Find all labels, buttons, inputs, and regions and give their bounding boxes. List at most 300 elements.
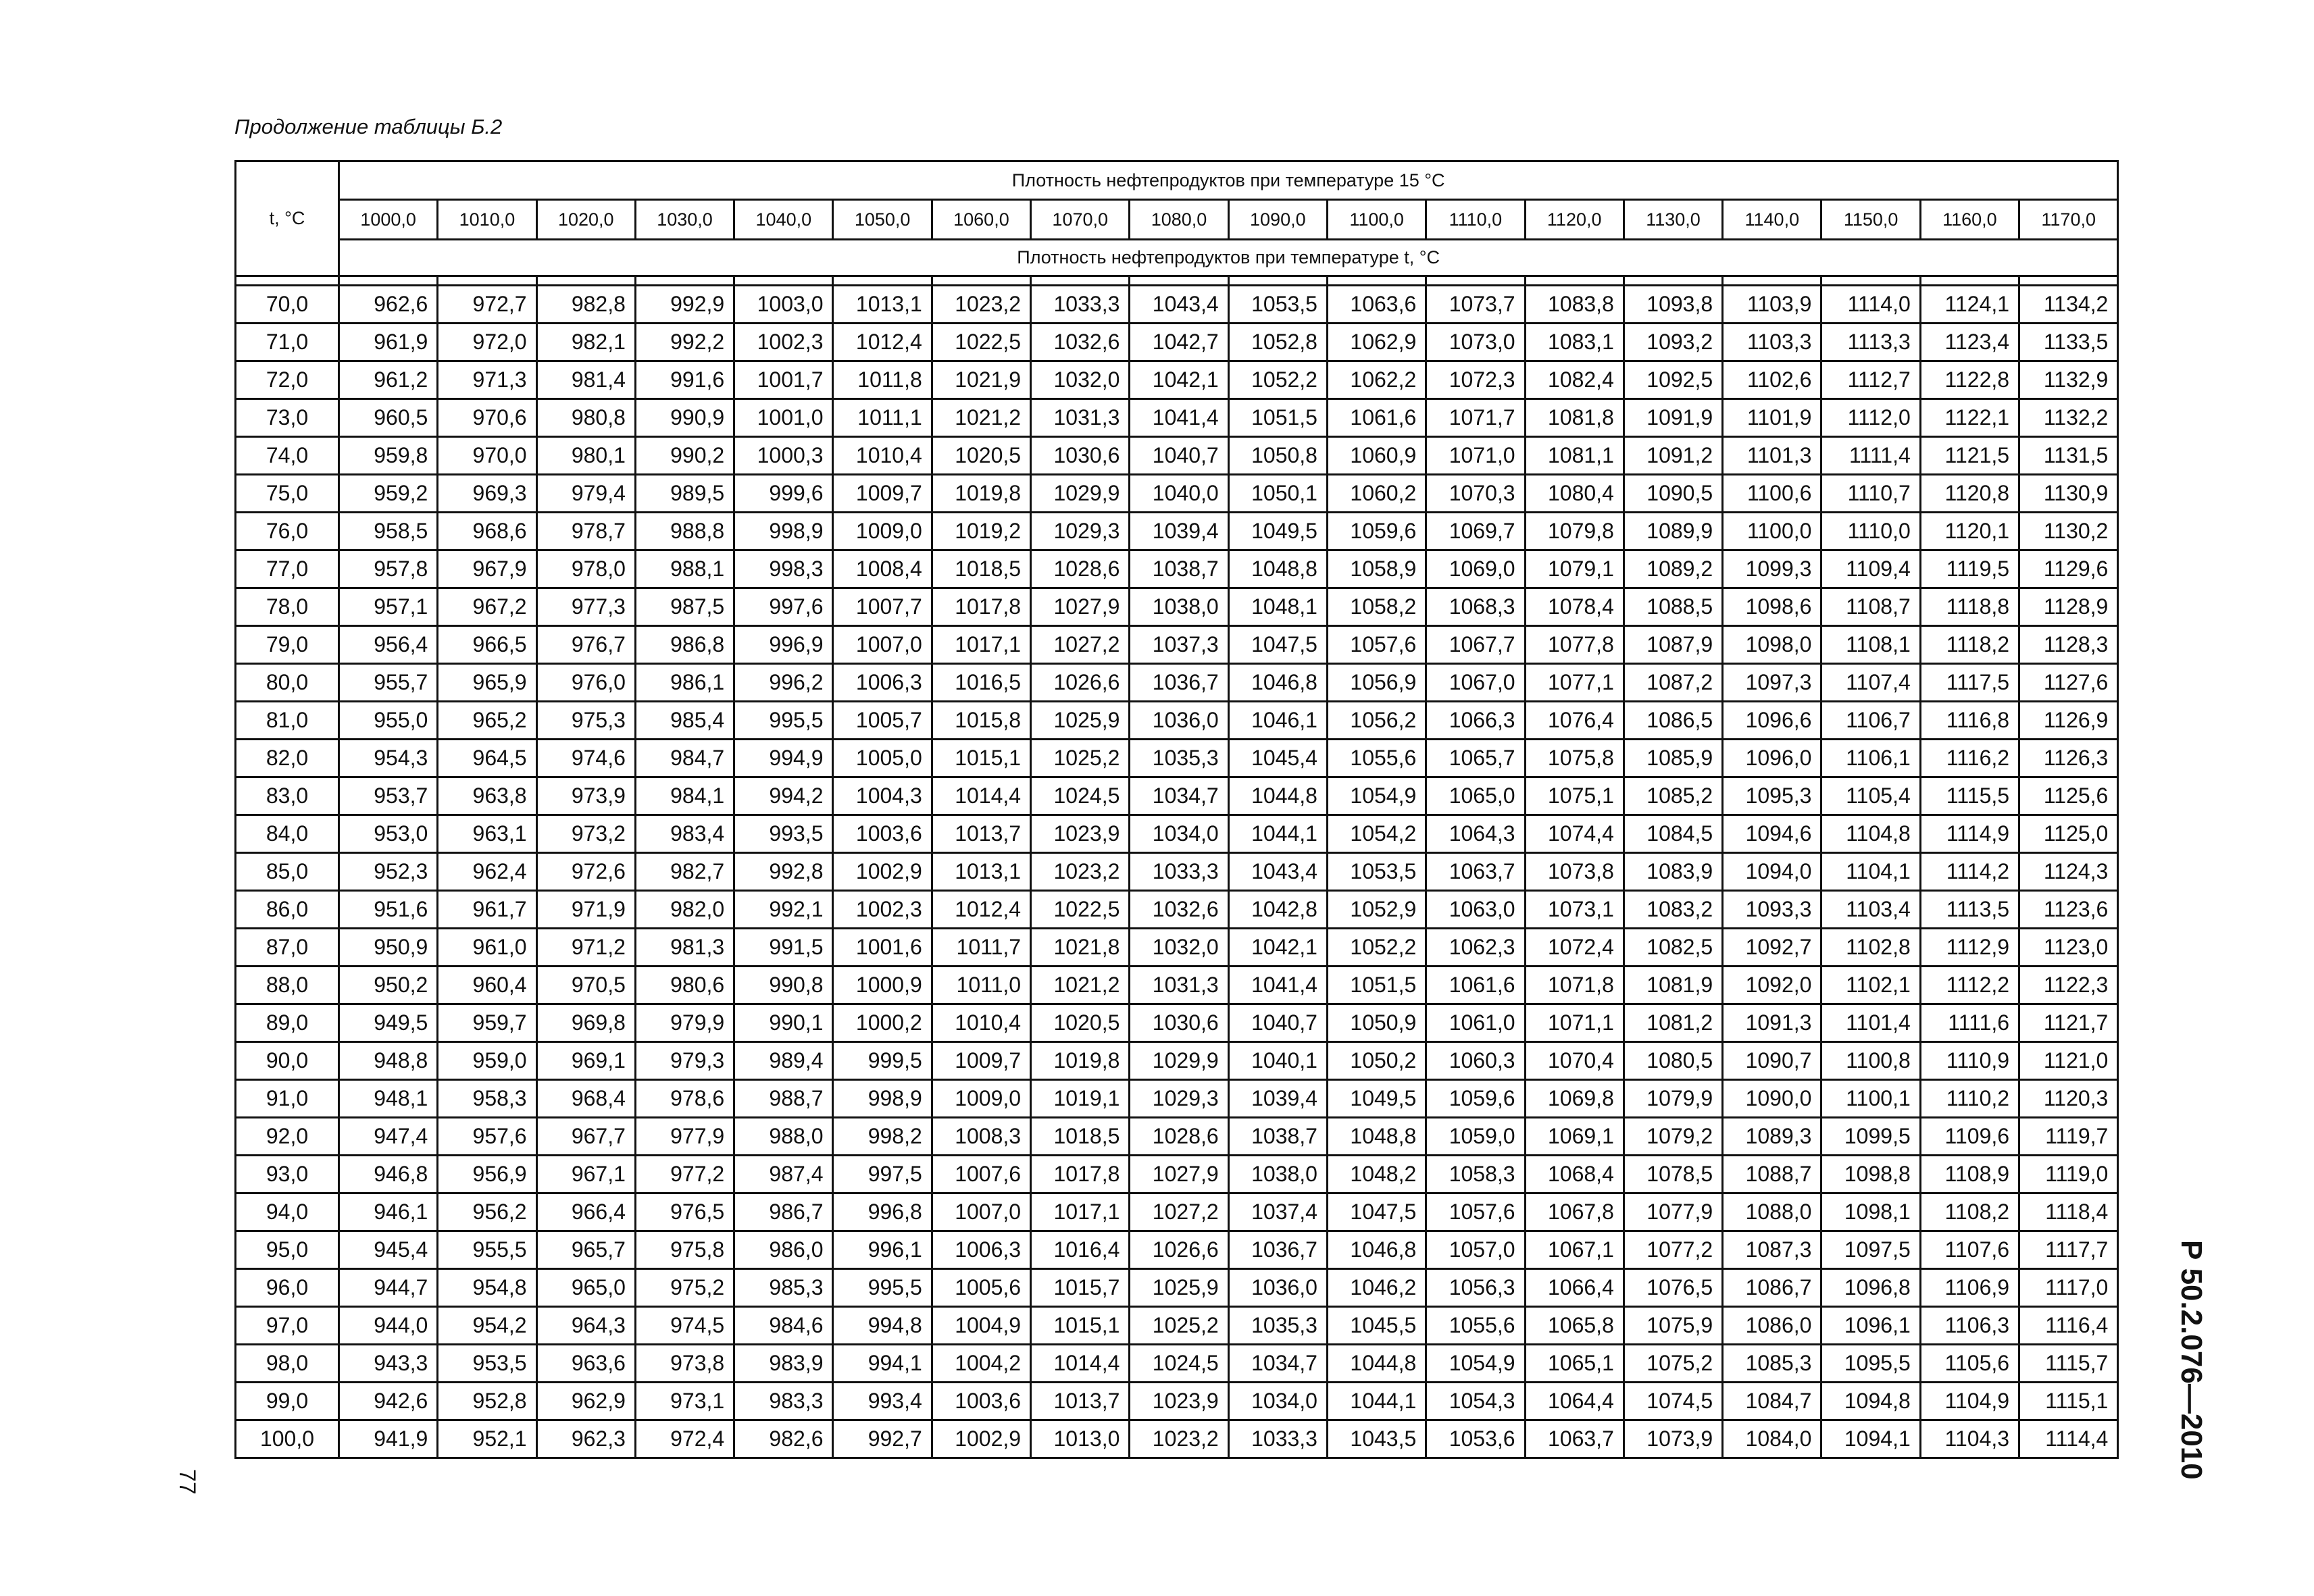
density-cell: 1037,4 [1228,1193,1327,1231]
density-cell: 1107,4 [1821,664,1920,702]
density-cell: 1068,3 [1426,588,1525,626]
density-cell: 1009,7 [833,475,932,513]
density-cell: 1044,1 [1327,1383,1426,1420]
density-cell: 1098,8 [1821,1156,1920,1193]
density-cell: 1038,0 [1228,1156,1327,1193]
density-cell: 953,7 [339,777,438,815]
density-cell: 1106,3 [1920,1307,2019,1345]
density-cell: 1023,9 [1031,815,1130,853]
density-cell: 951,6 [339,891,438,929]
density-cell: 1091,9 [1624,399,1722,437]
density-cell: 966,5 [438,626,536,664]
density-column-header: 1000,0 [339,200,438,240]
density-cell: 1112,9 [1920,929,2019,967]
density-cell: 1106,7 [1821,702,1920,740]
density-cell: 988,1 [635,550,734,588]
density-cell: 973,1 [635,1383,734,1420]
density-cell: 1066,4 [1525,1269,1624,1307]
density-cell: 967,9 [438,550,536,588]
density-cell: 1062,2 [1327,361,1426,399]
density-cell: 1052,2 [1228,361,1327,399]
temperature-cell: 72,0 [236,361,339,399]
density-cell: 1004,3 [833,777,932,815]
density-cell: 960,5 [339,399,438,437]
density-cell: 992,8 [734,853,833,891]
temperature-cell: 75,0 [236,475,339,513]
density-cell: 954,3 [339,740,438,777]
density-cell: 1028,6 [1031,550,1130,588]
spacer-cell [1821,276,1920,286]
density-cell: 981,3 [635,929,734,967]
density-cell: 1054,9 [1327,777,1426,815]
density-cell: 1094,8 [1821,1383,1920,1420]
density-cell: 1084,7 [1723,1383,1821,1420]
density-cell: 964,5 [438,740,536,777]
density-cell: 967,7 [536,1118,635,1156]
density-cell: 1002,9 [932,1420,1030,1458]
temperature-cell: 78,0 [236,588,339,626]
density-cell: 949,5 [339,1004,438,1042]
table-row [236,1231,2118,1269]
density-cell: 1069,7 [1426,513,1525,550]
density-cell: 1108,9 [1920,1156,2019,1193]
density-cell: 1030,6 [1130,1004,1228,1042]
density-cell: 1048,1 [1228,588,1327,626]
table-row [236,286,2118,324]
density-cell: 978,7 [536,513,635,550]
density-column-header: 1170,0 [2019,200,2118,240]
density-cell: 1114,0 [1821,286,1920,324]
density-cell: 994,8 [833,1307,932,1345]
density-cell: 1083,9 [1624,853,1722,891]
density-cell: 1093,3 [1723,891,1821,929]
density-cell: 984,6 [734,1307,833,1345]
density-cell: 1055,6 [1327,740,1426,777]
density-cell: 976,5 [635,1193,734,1231]
density-cell: 1081,2 [1624,1004,1722,1042]
density-cell: 1067,0 [1426,664,1525,702]
table-row [236,853,2118,891]
density-cell: 1039,4 [1228,1080,1327,1118]
density-cell: 1042,1 [1228,929,1327,967]
density-cell: 957,8 [339,550,438,588]
density-cell: 1119,7 [2019,1118,2118,1156]
density-cell: 1010,4 [833,437,932,475]
density-cell: 975,3 [536,702,635,740]
density-column-header: 1140,0 [1723,200,1821,240]
density-cell: 1125,0 [2019,815,2118,853]
density-cell: 1077,1 [1525,664,1624,702]
density-cell: 1048,2 [1327,1156,1426,1193]
density-cell: 1048,8 [1327,1118,1426,1156]
density-cell: 1001,6 [833,929,932,967]
density-cell: 1079,9 [1624,1080,1722,1118]
density-cell: 1063,7 [1426,853,1525,891]
density-cell: 1114,9 [1920,815,2019,853]
density-cell: 1003,6 [833,815,932,853]
density-cell: 1016,4 [1031,1231,1130,1269]
density-cell: 1090,5 [1624,475,1722,513]
density-cell: 1007,0 [932,1193,1030,1231]
density-cell: 1054,3 [1426,1383,1525,1420]
density-cell: 1080,4 [1525,475,1624,513]
density-cell: 955,0 [339,702,438,740]
density-cell: 970,6 [438,399,536,437]
density-cell: 1054,2 [1327,815,1426,853]
density-cell: 1047,5 [1327,1193,1426,1231]
temperature-cell: 70,0 [236,286,339,324]
density-cell: 1069,8 [1525,1080,1624,1118]
spacer-cell [236,276,339,286]
density-cell: 962,3 [536,1420,635,1458]
density-cell: 980,6 [635,967,734,1004]
density-cell: 1030,6 [1031,437,1130,475]
table-row [236,399,2118,437]
density-cell: 1017,8 [932,588,1030,626]
density-cell: 997,6 [734,588,833,626]
density-cell: 1008,4 [833,550,932,588]
density-cell: 1065,0 [1426,777,1525,815]
density-cell: 1036,0 [1130,702,1228,740]
density-cell: 988,7 [734,1080,833,1118]
density-cell: 969,3 [438,475,536,513]
temperature-cell: 88,0 [236,967,339,1004]
density-cell: 1043,4 [1228,853,1327,891]
density-cell: 1043,5 [1327,1420,1426,1458]
density-cell: 1085,3 [1723,1345,1821,1383]
density-cell: 1066,3 [1426,702,1525,740]
density-cell: 1007,0 [833,626,932,664]
density-cell: 1111,4 [1821,437,1920,475]
table-row [236,1193,2118,1231]
table-row [236,626,2118,664]
density-cell: 995,5 [734,702,833,740]
density-cell: 1052,2 [1327,929,1426,967]
density-cell: 1021,8 [1031,929,1130,967]
density-cell: 1033,3 [1228,1420,1327,1458]
density-cell: 960,4 [438,967,536,1004]
density-cell: 977,9 [635,1118,734,1156]
density-cell: 979,4 [536,475,635,513]
density-cell: 1075,1 [1525,777,1624,815]
density-cell: 1060,3 [1426,1042,1525,1080]
density-cell: 1118,4 [2019,1193,2118,1231]
density-cell: 982,0 [635,891,734,929]
spacer-cell [932,276,1030,286]
density-column-header: 1090,0 [1228,200,1327,240]
density-cell: 1045,4 [1228,740,1327,777]
density-cell: 993,5 [734,815,833,853]
density-cell: 1092,7 [1723,929,1821,967]
density-cell: 992,2 [635,324,734,361]
density-cell: 943,3 [339,1345,438,1383]
spacer-cell [1920,276,2019,286]
density-cell: 1100,1 [1821,1080,1920,1118]
density-cell: 968,4 [536,1080,635,1118]
density-cell: 1120,3 [2019,1080,2118,1118]
density-cell: 950,9 [339,929,438,967]
density-cell: 1046,2 [1327,1269,1426,1307]
density-cell: 983,4 [635,815,734,853]
density-cell: 1021,2 [932,399,1030,437]
density-cell: 1122,1 [1920,399,2019,437]
density-cell: 1128,3 [2019,626,2118,664]
density-cell: 957,1 [339,588,438,626]
density-cell: 995,5 [833,1269,932,1307]
density-cell: 1070,3 [1426,475,1525,513]
density-cell: 1089,3 [1723,1118,1821,1156]
density-cell: 1038,0 [1130,588,1228,626]
table-row [236,437,2118,475]
density-cell: 1103,4 [1821,891,1920,929]
density-cell: 1065,8 [1525,1307,1624,1345]
density-cell: 1024,5 [1031,777,1130,815]
density-cell: 1016,5 [932,664,1030,702]
density-cell: 1076,5 [1624,1269,1722,1307]
density-cell: 959,0 [438,1042,536,1080]
density-cell: 946,1 [339,1193,438,1231]
density-cell: 1096,6 [1723,702,1821,740]
density-cell: 1104,3 [1920,1420,2019,1458]
density-cell: 990,2 [635,437,734,475]
density-cell: 1071,7 [1426,399,1525,437]
spacer-cell [1228,276,1327,286]
density-cell: 1115,7 [2019,1345,2118,1383]
density-cell: 1081,8 [1525,399,1624,437]
density-cell: 1045,5 [1327,1307,1426,1345]
density-cell: 1023,2 [932,286,1030,324]
spacer-cell [438,276,536,286]
density-cell: 1046,8 [1327,1231,1426,1269]
density-cell: 1067,1 [1525,1231,1624,1269]
density-cell: 983,3 [734,1383,833,1420]
density-cell: 1091,2 [1624,437,1722,475]
table-row [236,1420,2118,1458]
density-cell: 1088,7 [1723,1156,1821,1193]
density-cell: 955,7 [339,664,438,702]
density-cell: 982,8 [536,286,635,324]
density-cell: 982,6 [734,1420,833,1458]
density-cell: 1042,7 [1130,324,1228,361]
density-cell: 990,9 [635,399,734,437]
density-cell: 1102,6 [1723,361,1821,399]
density-cell: 1052,9 [1327,891,1426,929]
t-column-header: t, °C [236,161,339,276]
density-cell: 1009,0 [833,513,932,550]
density-cell: 1000,3 [734,437,833,475]
table-row [236,1383,2118,1420]
density-cell: 977,2 [635,1156,734,1193]
density-cell: 1090,0 [1723,1080,1821,1118]
density-cell: 1052,8 [1228,324,1327,361]
density-cell: 1015,1 [1031,1307,1130,1345]
density-cell: 1070,4 [1525,1042,1624,1080]
density-cell: 1090,7 [1723,1042,1821,1080]
density-cell: 1101,9 [1723,399,1821,437]
density-cell: 1083,8 [1525,286,1624,324]
density-cell: 972,0 [438,324,536,361]
density-cell: 1021,2 [1031,967,1130,1004]
density-cell: 1004,2 [932,1345,1030,1383]
density-cell: 1110,7 [1821,475,1920,513]
density-cell: 975,2 [635,1269,734,1307]
density-cell: 977,3 [536,588,635,626]
density-cell: 1036,0 [1228,1269,1327,1307]
density-cell: 1002,3 [734,324,833,361]
density-cell: 1063,6 [1327,286,1426,324]
density-cell: 1104,1 [1821,853,1920,891]
temperature-cell: 86,0 [236,891,339,929]
spacer-cell [1723,276,1821,286]
spacer-cell [635,276,734,286]
density-cell: 1062,9 [1327,324,1426,361]
density-cell: 972,4 [635,1420,734,1458]
density-cell: 961,9 [339,324,438,361]
table-row [236,513,2118,550]
density-cell: 952,8 [438,1383,536,1420]
table-row [236,324,2118,361]
density-cell: 959,2 [339,475,438,513]
density-cell: 1012,4 [932,891,1030,929]
density-cell: 1017,1 [1031,1193,1130,1231]
density-cell: 1013,7 [1031,1383,1130,1420]
density-cell: 1099,3 [1723,550,1821,588]
density-cell: 962,6 [339,286,438,324]
density-cell: 962,9 [536,1383,635,1420]
density-cell: 1101,4 [1821,1004,1920,1042]
density-cell: 1103,3 [1723,324,1821,361]
density-cell: 1034,7 [1130,777,1228,815]
density-cell: 986,0 [734,1231,833,1269]
density-cell: 1054,9 [1426,1345,1525,1383]
density-cell: 942,6 [339,1383,438,1420]
temperature-cell: 95,0 [236,1231,339,1269]
density-cell: 1011,8 [833,361,932,399]
density-cell: 1050,8 [1228,437,1327,475]
density-cell: 959,8 [339,437,438,475]
density-cell: 1129,6 [2019,550,2118,588]
density-cell: 1063,7 [1525,1420,1624,1458]
density-cell: 1072,3 [1426,361,1525,399]
table-row [236,1269,2118,1307]
density-cell: 1116,8 [1920,702,2019,740]
density-cell: 1015,8 [932,702,1030,740]
density-cell: 971,3 [438,361,536,399]
density-cell: 1026,6 [1130,1231,1228,1269]
density-cell: 1040,0 [1130,475,1228,513]
density-cell: 1071,8 [1525,967,1624,1004]
temperature-cell: 100,0 [236,1420,339,1458]
table-row [236,702,2118,740]
density-cell: 1044,8 [1327,1345,1426,1383]
temperature-cell: 71,0 [236,324,339,361]
density-cell: 1064,3 [1426,815,1525,853]
density-cell: 1119,0 [2019,1156,2118,1193]
density-cell: 1014,4 [1031,1345,1130,1383]
density-cell: 1112,7 [1821,361,1920,399]
density-cell: 1063,0 [1426,891,1525,929]
density-cell: 1084,0 [1723,1420,1821,1458]
density-cell: 945,4 [339,1231,438,1269]
density-cell: 1094,1 [1821,1420,1920,1458]
spacer-cell [1130,276,1228,286]
density-cell: 1059,6 [1327,513,1426,550]
density-cell: 1120,1 [1920,513,2019,550]
density-cell: 996,9 [734,626,833,664]
density-cell: 1078,5 [1624,1156,1722,1193]
density-cell: 1048,8 [1228,550,1327,588]
density-cell: 973,9 [536,777,635,815]
density-cell: 969,8 [536,1004,635,1042]
table-row [236,967,2118,1004]
density-cell: 1118,8 [1920,588,2019,626]
density-cell: 1106,9 [1920,1269,2019,1307]
density-cell: 1000,2 [833,1004,932,1042]
density-cell: 991,6 [635,361,734,399]
density-cell: 1068,4 [1525,1156,1624,1193]
density-cell: 1056,9 [1327,664,1426,702]
density-cell: 962,4 [438,853,536,891]
density-cell: 1110,2 [1920,1080,2019,1118]
density-cell: 1071,1 [1525,1004,1624,1042]
density-cell: 980,1 [536,437,635,475]
density-cell: 1046,1 [1228,702,1327,740]
density-cell: 1044,1 [1228,815,1327,853]
density-cell: 1117,5 [1920,664,2019,702]
density-cell: 1119,5 [1920,550,2019,588]
density-cell: 1100,8 [1821,1042,1920,1080]
density-cell: 1076,4 [1525,702,1624,740]
density-cell: 1032,0 [1031,361,1130,399]
density-cell: 1015,1 [932,740,1030,777]
density-cell: 1089,2 [1624,550,1722,588]
density-cell: 959,7 [438,1004,536,1042]
density-cell: 1059,6 [1426,1080,1525,1118]
density-cell: 1053,5 [1327,853,1426,891]
density-cell: 944,0 [339,1307,438,1345]
density-cell: 1126,9 [2019,702,2118,740]
density-cell: 973,8 [635,1345,734,1383]
spacer-cell [2019,276,2118,286]
density-cell: 953,5 [438,1345,536,1383]
density-cell: 1077,8 [1525,626,1624,664]
density-cell: 1031,3 [1031,399,1130,437]
density-cell: 1132,2 [2019,399,2118,437]
density-cell: 1018,5 [1031,1118,1130,1156]
density-cell: 1010,4 [932,1004,1030,1042]
density-cell: 979,9 [635,1004,734,1042]
temperature-cell: 81,0 [236,702,339,740]
density-cell: 1121,0 [2019,1042,2118,1080]
density-cell: 1023,2 [1031,853,1130,891]
density-cell: 986,1 [635,664,734,702]
density-cell: 973,2 [536,815,635,853]
density-cell: 970,0 [438,437,536,475]
density-cell: 1004,9 [932,1307,1030,1345]
density-cell: 1039,4 [1130,513,1228,550]
density-cell: 1011,7 [932,929,1030,967]
density-cell: 1092,5 [1624,361,1722,399]
density-cell: 1091,3 [1723,1004,1821,1042]
density-cell: 996,2 [734,664,833,702]
table-row [236,929,2118,967]
density-cell: 1130,2 [2019,513,2118,550]
density-cell: 1097,3 [1723,664,1821,702]
density-cell: 971,9 [536,891,635,929]
density-column-header: 1110,0 [1426,200,1525,240]
spacer-cell [339,276,438,286]
density-cell: 1053,5 [1228,286,1327,324]
